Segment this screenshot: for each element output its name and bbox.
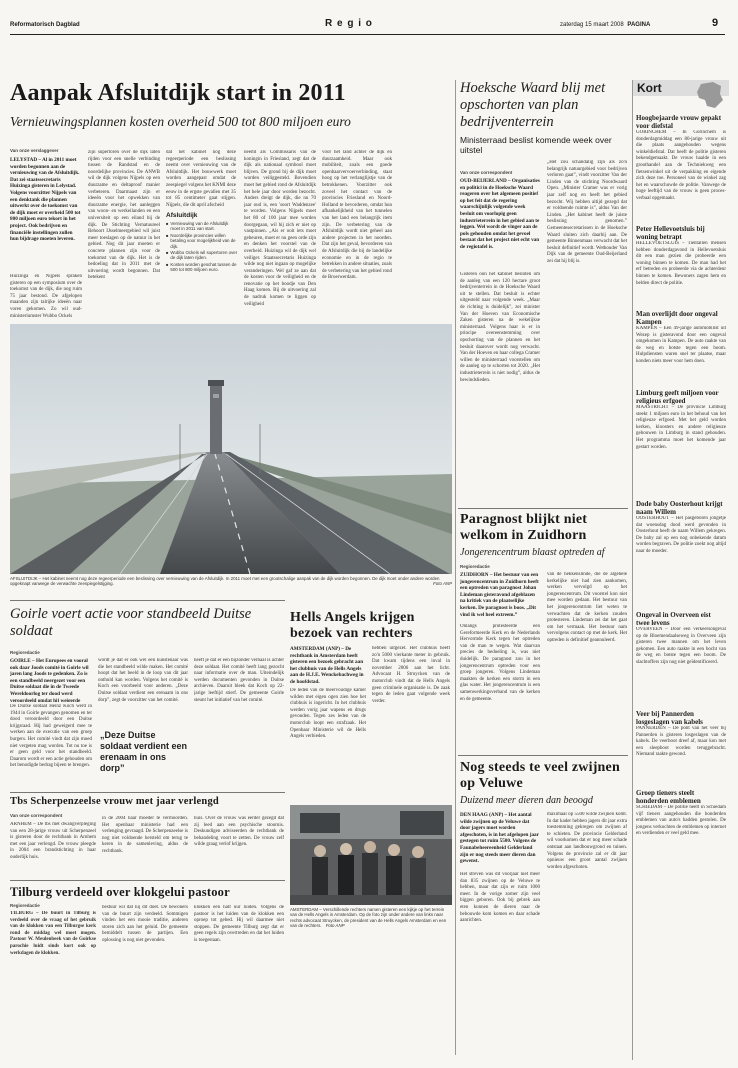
tilburg-col3: klokken een half uur luiden. Volgens de pastoor is het luiden van de klokken een oproep tot gebed. Hij wil daarmee niet stoppen. De gemeente Tilburg zegt dat er geen regels zijn overtreden en dat het luiden is toegestaan.	[194, 905, 284, 943]
kort-item: Groep tieners steelt honderden emblemen SCHIEDAM – De politie heeft in Schiedam vijf tieners aangehouden die honderden emblemen van auto's hadden gestolen. De jongens verkochten de emblemen op internet en verdienden er veel geld mee.	[636, 789, 726, 837]
hells-col2: hebben uitgezet. Het clubhuis heeft zo'n 5000 vierkante meter in gebruik. Dat kwam tijdens een inval in november 2006 aan het licht. Advocaat H. Struycken van de motorclub vindt dat de Hells Angels geen criminele organisatie is. De zaak tegen de leden gaat volgende week verder.	[372, 646, 450, 704]
veluwe-col2: maximaal op 5500 wilde zwijnen komt. In dat kader hebben jagers dit jaar extra toestemming gekregen om zwijnen af te schieten. De provincie Gelderland wil voorkomen dat er nog meer schade ontstaat aan landbouwgrond en tuinen. Volgens de provincie zal er dit jaar opnieuw een groot aantal zwijnen worden afgeschoten.	[547, 812, 627, 870]
header-rule	[10, 34, 725, 35]
scherpenzeel-col2: in de 2004 haar moeder te vermoorden. Het openbaar ministerie had een verlenging gevraagd. De Scherpenzeelse is nog niet voldoende hersteld om terug te keren in de samenleving, aldus de rechtbank.	[102, 816, 188, 854]
paragnost-rule	[458, 508, 628, 509]
info-item: ■ Kosten worden geschat tussen de 500 tot 800 miljoen euro.	[166, 261, 237, 273]
column-divider	[455, 80, 456, 1055]
hells-headline: Hells Angels krijgen bezoek van rechters	[290, 610, 415, 641]
scherpenzeel-headline: Tbs Scherpenzeelse vrouw met jaar verlengd	[10, 796, 219, 807]
goirle-col2: wordt je dat er ook wel een kunstenaar was die het standbeeld wilde maken. Het comité hoopt dat het beeld in de loop van dit jaar onthuld kan worden. Volgens het comité is Koch een voorbeeld voor anderen. „Deze Duitse soldaat verdient een erenaam in ons dorp”, zegt de voorzitter van het comité.	[98, 658, 188, 703]
goirle-lead: GOIRLE – Het Europees en vooral ook daar Joods comité in Goirle wil jaren lang Joods te gedenken. Zo is een standbeeld neergezet voor een Duitse soldaat die in de Tweede Wereldoorlog ter dood werd veroordeeld omdat hij weigerde	[10, 658, 89, 702]
hells-photo	[290, 805, 452, 905]
hoeksche-lead: OUD-BEIJERLAND – Organisaties en politici in de Hoeksche Waard reageren over het algemeen positief op het feit dat de regering waarschijnlijk volgende week besluit om voorlopig geen industrieterrein in het gebied aan te leggen. Wel wordt de vinger aan de pols gehouden omdat het gevoel bestaat dat het project niet echt van de regiotafel is.	[460, 178, 540, 250]
main-col4: neemt als Commissaris van de koningin in Friesland, zegt dat de dijk als nationaal symbool moet blijven. De grond bij de dijk moet worden veiliggesteld. Bovendien moet het gebied rond de Afsluitdijk het hele jaar door worden bezocht. Anders dreigt de dijk, die nu 70 jaar oud is, een 'soort Waddenzee' te worden. Volgens Nijpels moet het 80 of 100 jaar mee worden doorgegaan, wil hij zich er niet op vastpinnen. „Als er ooit iets moet gebeuren, moet er nu geen orde zijn en denken het voorstel van de overheid. Huizinga wil de dijk wel veiliger. Staatssecretaris Huizinga wilde nog niet ingaan op mogelijke veranderingen. Wel gaf ze aan dat de kosten voor de veiligheid en de renovatie op het boodje van Den Haag komen. Bij de uitvoering zal de nadruk komen te liggen op veiligheid	[244, 150, 316, 307]
scherpenzeel-col1: ARNHEM – De tbs met dwangverpleging van een 28-jarige vrouw uit Scherpenzeel is gisteren door de rechtbank in Arnhem met een jaar verlengd. De vrouw pleegde in 2004 een brandstichting in haar ouderlijk huis.	[10, 822, 96, 860]
main-col5: voor het land achter de dijk en duurzaamheid. Maar ook mobiliteit, zoals een goede openbaarvervoerverbinding, staat hoog op het verlanglijstje van de betrokkenen. Voorzitter ook zoveel het contact van de provincies Friesland en Noord-Holland te bevorderen, omdat hun afhankelijkheid van het tunnelen van het land een belangrijk item zijn. De verbetering van de Afsluitdijk wordt niet geheel aan andere projecten in het noorden. Dat zijn het geval, bevorderen van de Afsluitdijk die bij de landelijke economie en in de regio te betrekken in andere situaties, zoals de verbetering van het gebied rond de Broerwerdam.	[322, 150, 392, 281]
veluwe-headline: Nog steeds te veel zwijnen op Veluwe	[460, 760, 620, 791]
goirle-rule	[10, 600, 285, 601]
main-byline: Van onze verslaggever	[10, 148, 59, 153]
kort-item: Man overlijdt door ongeval Kampen KAMPEN – Een 49-jarige automobilist uit Wezep is gisteravond door een ongeval omgekomen in Kampen. De auto raakte van de weg en botste tegen een boom. Hulpdiensten waren snel ter plaatse, maar konden niets meer voor hem doen.	[636, 310, 726, 364]
hoeksche-byline: Van onze correspondent	[460, 170, 513, 175]
scherpenzeel-rule	[10, 792, 285, 793]
main-col1: Huizinga en Nijpels spraken gisteren op een symposium over de toekomst van de dijk, die nog ruim 75 jaar bestond. De afgelopen maanden zijn talrijke ideeën naar voren gekomen. Zo wil oud-ministeriumster Wubbo Ockels	[10, 274, 82, 319]
kort-item: Peter Hellevoetsluis bij woning betrapt HELLEVOETSLUIS – Tientallen mensen hebben donderdagavond in Hellevoetsluis dit een man gezien die probeerde een woning binnen te komen. De man had het erf betreden en probeerde via de achterdeur binnen te komen. Bewoners zagen hem en belden direct de politie.	[636, 225, 726, 286]
tilburg-col1: TILBURG – De buurt in Tilburg is verdeeld over de vraag of het gebruik van de klokken van een Tilburgse kerk rond de middag wel moet mogen. Pastoor W. Meulenbeek van de Goirkse parochie luidt sinds kort ook op werkdagen de klokken.	[10, 911, 96, 956]
veluwe-rule	[458, 755, 628, 756]
tilburg-col2: bestuur wil dat hij dit doet. De bewoners van de buurt zijn verdeeld. Sommigen vinden het een mooie traditie, anderen storen zich aan het geluid. De gemeente bemiddelt tussen de partijen. Een oplossing is nog niet gevonden.	[102, 905, 188, 943]
paragnost-subhead: Jongerencentrum blaast optreden af	[460, 547, 605, 558]
scherpenzeel-byline: Van onze correspondent	[10, 813, 63, 818]
hells-col1: De leden van de meervoudige kamer wilden met eigen ogen zien hoe het clubhuis is ingericht. In het clubhuis werden vorig jaar wapens en drugs gevonden. Tegen zes leden van de motorclub loopt een strafzaak. Het Openbaar Ministerie wil de Hells Angels verbieden.	[290, 688, 366, 740]
issue-date	[560, 22, 650, 28]
hells-photo-caption: AMSTERDAM – Verschillende rechters namen gisteren een kijkje op het terrein van de Hells Angels in Amsterdam. Op de foto zijn onder andere van links naar rechts advocaat Struycken, de president van de Hells Angels Amsterdam en een van de rechters. Foto ANP	[290, 907, 447, 929]
goirle-pull-quote: „Deze Duitse soldaat verdient een erenaam in ons dorp”	[100, 730, 188, 773]
kort-label: Kort	[637, 81, 662, 95]
main-photo-caption: AFSLUITDIJK – Het kabinet neemt nog deze regeerperiode een beslissing over vernieuwing van de Afsluitdijk. In 2011 moet met een grootschalige aanpak van de dijk worden begonnen. De dijk moet onder andere worden opgeknapt vanwege de verwachte zeespiegelstijging. Foto ANP	[10, 576, 452, 587]
scherpenzeel-col3: huis. Over de vrouw was eerder gezegd dat zij leed aan een psychische stoornis. Deskundigen adviseerden de rechtbank de behandeling voort te zetten. De vrouw zelf wilde graag verlof krijgen.	[194, 816, 284, 848]
hoeksche-subhead: Ministerraad beslist komende week over uitstel	[460, 135, 612, 155]
kort-list	[636, 114, 726, 897]
hoeksche-col2: „Het zou schandalig zijn als zo'n belangrijk natuurgebied voor bedrijven verloren gaat”, vindt voorzitter Van der Linden van de stichting Noordwaard Open. „Minister Cramer was er vorig jaar zelf nog en heeft het gebied bezocht. Wij hebben altijd gezegd dat er voldoende ruimte is”, aldus Van der Linden. „Het kabinet heeft de juiste beslissing genomen.” Gemeentesecretarissen in de Hoeksche Waard sluiten zich daarbij aan. De gemeente Binnenmaas verwacht dat het besluit definitief wordt. Wethouder Van Dijk van de gemeente Oud-Beijerland zei dat hij blij is.	[547, 160, 627, 264]
page-label: PAGINA	[627, 22, 651, 28]
netherlands-map-icon	[693, 80, 725, 110]
kort-item: Hoogbejaarde vrouw gepakt voor diefstal GORINCHEM – In Gorinchem is donderdagmiddag een 80-jarige vrouw uit die plaats aangehouden wegens winkeldiefstal. Dat heeft de politie gisteren bekendgemaakt. De vrouw haalde in een groothandel aan de Techniekweg een fietsenwinkel uit de verpakking en eigende zich deze toe. Personeel van de winkel zag het en waarschuwde de politie. Vanwege de hoge leeftijd van de vrouw is geen proces-verbaal opgemaakt.	[636, 114, 726, 201]
paragnost-col2: van de hekkenslinde, die de algehele kerkelijke niet had zien aankomen, werken vervolgd op het jongerencentrum. Dit voorstel kon niet mee worden gedaan. Het bestuur van het jongerencentrum liet weten te verwachten dat de kerken zouden protesteren. Lindeman zei dat het gaat om het vermaak. Het bestuur nam vervolgens contact op met de kerk. Het optreden is definitief geannuleerd.	[547, 572, 627, 643]
date-text: zaterdag 15 maart 2008	[560, 22, 624, 28]
tilburg-byline: Regioredactie	[10, 903, 40, 908]
kort-item: Dode baby Oosterhout krijgt naam Willem OOSTERHOUT – Het pasgeboren jongetje dat woensdag dood werd gevonden in Oosterhout heeft de naam Willem gekregen. De baby zal op een nog onbekende datum worden begraven. De politie zoekt nog altijd naar de moeder.	[636, 500, 726, 554]
info-item: ■ Wubbo Ockels wil supertoren over de dijk laten rijden.	[166, 250, 238, 261]
section-name: R e g i o	[325, 18, 373, 29]
goirle-headline: Goirle voert actie voor standbeeld Duitse soldaat	[10, 606, 252, 639]
page-number: 9	[712, 17, 719, 29]
main-lead: LELYSTAD – Al in 2011 moet worden begonnen aan de vernieuwing van de Afsluitdijk. Dat zei staatssecretaris Huizinga gisteren in Lelystad. Volgens voorzitter Nijpels van een denktank die plannen uitwerkt over de toekomst van de dijk moet er overheid 500 tot 800 miljoen euro tekort in het project. Ook bedrijven en financiële instellingen zullen hun bijdrage moeten leveren.	[10, 157, 81, 243]
main-subhead: Vernieuwingsplannen kosten overheid 500 tot 800 miljoen euro	[10, 114, 351, 129]
hoeksche-headline: Hoeksche Waard blij met opschorten van plan bedrijventerrein	[460, 80, 606, 130]
tilburg-rule	[10, 880, 285, 881]
main-headline: Aanpak Afsluitdijk start in 2011	[10, 80, 346, 106]
veluwe-lead: DEN HAAG (ANP) – Het aantal wilde zwijnen op de Veluwe dat door jagers moet worden afgeschoten, is in het afgelopen jaar gestegen tot ruim 5500. Volgens de Faunabeheereenheid Gelderland zijn er nog steeds meer dieren dan gewenst.	[460, 812, 539, 865]
hells-photo-credit: Foto ANP	[325, 923, 345, 929]
veluwe-subhead: Duizend meer dieren dan beoogd	[460, 795, 593, 806]
paragnost-byline: Regioredactie	[460, 564, 490, 569]
afsluitdijk-photo-art	[10, 324, 452, 574]
main-col3: dat het kabinet nog deze regeerperiode een beslissing neemt over vernieuwing van de Afsluitdijk. Het bouwwerk moet worden aangepast omdat de zeespiegel volgens het KNMI deze eeuw in de ergste gevallen met 35 tot 85 centimeter gaat stijgen. Nijpels, die dit april afscheid	[166, 150, 236, 208]
main-photo-credit: Foto ANP	[433, 581, 452, 587]
tilburg-headline: Tilburg verdeeld over klokgelui pastoor	[10, 885, 230, 899]
kort-item: Limburg geeft miljoen voor religieus erfgoed MAASTRICHT – De provincie Limburg steekt 1 miljoen euro in het behoud van het religieuze erfgoed. Met het geld worden kerken, kloosters en andere religieuze gebouwen in Limburg in stand gehouden. Het programma moet het komende jaar gestart worden.	[636, 389, 726, 450]
hells-photo-art	[290, 805, 452, 905]
info-box	[166, 212, 238, 273]
info-box-title: Afsluitdijk	[166, 212, 198, 219]
paper-name: Reformatorisch Dagblad	[10, 22, 80, 28]
kort-item: Veer bij Pannerden losgeslagen van kabels PANNERDEN – De pont van het veer bij Pannerden is gisteren losgeslagen van de kabels. De veerboot dreef af, maar kon met een sleepboot worden teruggebracht. Niemand raakte gewond.	[636, 710, 726, 758]
kort-item: Ongeval in Overveen eist twee levens OVERVEEN – Door een verkeersongeval op de Bloemendaalseweg in Overveen zijn gisteren twee mannen om het leven gekomen. Een auto raakte in een bocht van de weg en botste tegen een boom. De slachtoffers zijn nog niet geïdentificeerd.	[636, 611, 726, 665]
paragnost-lead: ZUIDHORN – Het bestuur van een jongerencentrum in Zuidhorn heeft een optreden van paragnost Johan Lindeman gisteravond afgeblazen na kritiek van de plaatselijke kerken. De paragnost is boos. „Dit vind ik wel heel extreem.”	[460, 572, 539, 618]
veluwe-col1: Het streven was dit voorjaar niet meer dan 835 zwijnen op de Veluwe te hebben, maar dat zijn er ruim 1000 meer. In de vorige zomer zijn veel biggen geboren. Ook bij gebrek aan eten kunnen de dieren naar de bebouwde kom komen en daar schade aanrichten.	[460, 872, 540, 924]
info-item: ■ Noordelijke provincies willen betaling voor mogelijkheid van de dijk.	[166, 232, 236, 249]
main-col2: zijn supertoren over de dijk laten rijden voor een snelle verbinding tussen de Randstad en de noordelijke provincies. De ANWB wil de dijk volgens Nijpels op een duurzame en deltaproof manier verbeteren. Daarmaast zijn er ideeën voor het opwekken van duurzame energie, het aanleggen van woon- en werkeilanden en een universiteit op een eiland bij de dijk. De Stichting Vernatuureel Behoort IJsselmeergebied wil juist meer toeslagen op de natuur in het gebied. Nog dit jaar moeten er concrete plannen zijn voor de toekomst van de dijk. Het is de bedoeling dat in 2011 met de uitvoering wordt begonnen. Dat betekent	[88, 150, 160, 281]
paragnost-headline: Paragnost blijkt niet welkom in Zuidhorn	[460, 512, 588, 543]
goirle-col1: De Duitse soldaat Heinz Koch werd in 1944 in Goirle gevangen genomen en ter dood veroordeeld door een Duitse krijgsraad. Hij had geweigerd mee te werken aan de executie van een groep burgers. Het comité vindt dat zijn moed niet vergeten mag worden. Tot nu toe is er geen geld voor het standbeeld. Daarom wordt er een actie gehouden om het benodigde bedrag bijeen te brengen.	[10, 704, 92, 769]
info-item: ■ Vernieuwing van de Afsluitdijk moet in 2011 van start.	[166, 221, 229, 232]
hoeksche-col1: Gisteren oon het kabinet besloten om de aanleg van een 120 hectare groot bedrijventerrein in de Hoeksche Waard uit te stellen. Dat besluit is echter uitgesteld naar volgende week. „Maar de richting is duidelijk”, zei minister Van der Hoeven van Economische Zaken gisteren na de wekelijkse ministerraad. Volgens haar is er in principe overeenstemming over opschorting van de plannen en het besluit daarover wordt nog verwacht. Van der Hoeven en haar collega Cramer willen de ministerraad voorstellen om de aanleg op te schorten tot 2020. „Het industrieterrein is niet nodig”, aldus de bewindslieden.	[460, 272, 540, 383]
paragnost-col1: Onlangs protesteerde een Gereformeerde Kerk en de Nederlands Hervormde Kerk tegen het optreden van de man te wegen. Wat daarvan precies de bedoeling is, was niet duidelijk. De paragnost zou in het jongerencentrum optreden voor een groep jongeren. Volgens Lindeman maakten de kerken een storm in een glas water. Het jongerencentrum is een samenwerkingsverband van de kerken en de gemeente.	[460, 624, 540, 702]
goirle-byline: Regioredactie	[10, 650, 40, 655]
hells-lead: AMSTERDAM (ANP) – De rechtbank in Amsterdam heeft gisteren een bezoek gebracht aan het clubhuis van de Hells Angels aan de H.J.E. Wenckebachweg in de hoofdstad.	[290, 646, 364, 685]
goirle-col3: heeft je dat er een bijzonder verhaal is achter deze soldaat. Het comité heeft lang gezocht naar informatie over de man. Uiteindelijk werden documenten gevonden in Duitse archieven. Daaruit bleek dat Koch op 22-jarige leeftijd stierf. De gemeente Goirle steunt het initiatief van het comité.	[194, 658, 284, 703]
afsluitdijk-photo	[10, 324, 452, 574]
